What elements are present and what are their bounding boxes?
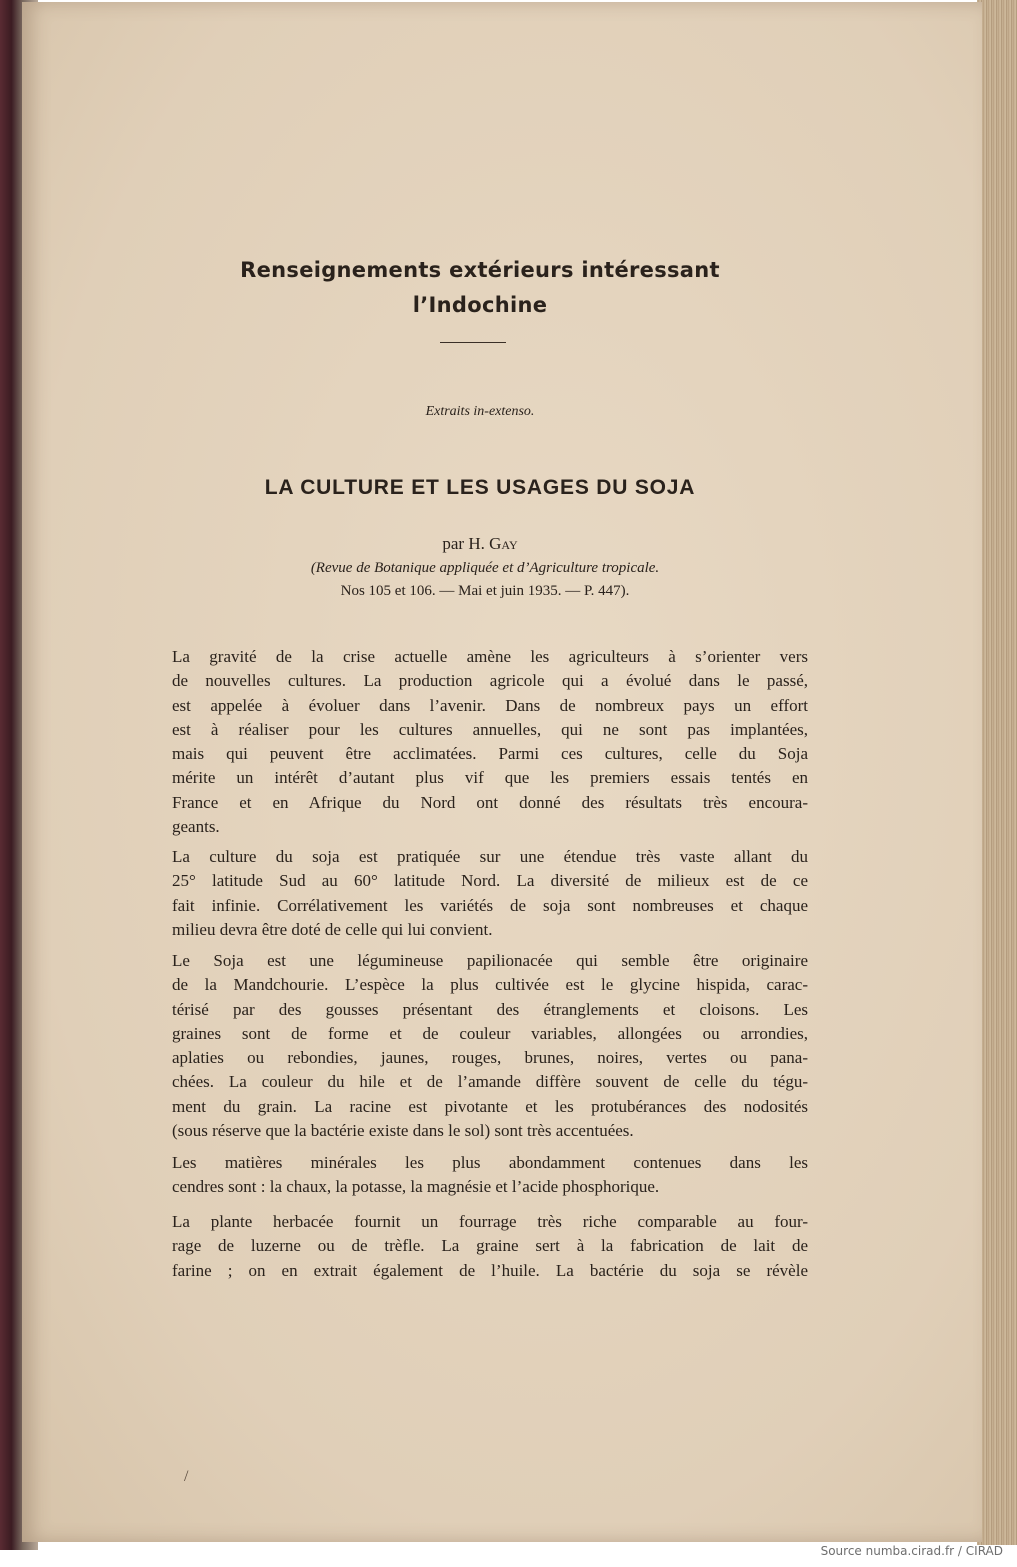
text-line: La culture du soja est pratiquée sur une étendue très vaste allant du: [172, 847, 808, 866]
text-line: (sous réserve que la bactérie existe dans le sol) sont très accentuées.: [172, 1121, 634, 1141]
text-line: farine ; on en extrait également de l’huile. La bactérie du soja se révèle: [172, 1260, 808, 1280]
text-line: France et en Afrique du Nord ont donné des résultats très encoura-: [172, 792, 808, 812]
text-line: rage de luzerne ou de trèfle. La graine sert à la fabrication de lait de: [172, 1236, 808, 1256]
paragraph-2: [172, 845, 808, 942]
text-line: cendres sont : la chaux, la potasse, la magnésie et l’acide phosphorique.: [172, 1177, 660, 1197]
paragraph-5: [172, 1210, 808, 1283]
text-line: est à réaliser pour les cultures annuelles, qui ne sont pas implantées,: [172, 719, 808, 739]
byline-author: Gay: [489, 534, 518, 553]
text-line: mais qui peuvent être acclimatées. Parmi ces cultures, celle du Soja: [172, 744, 808, 764]
text-line: Le Soja est une légumineuse papilionacée qui semble être originaire: [172, 951, 808, 970]
text-line: La gravité de la crise actuelle amène les agriculteurs à s’orienter vers: [172, 647, 808, 666]
text-line: est appelée à évoluer dans l’avenir. Dans de nombreux pays un effort: [172, 695, 808, 715]
text-line: geants.: [172, 817, 220, 837]
text-line: graines sont de forme et de couleur variables, allongées ou arrondies,: [172, 1023, 808, 1043]
text-line: ment du grain. La racine est pivotante et les protubérances des nodosités: [172, 1096, 808, 1116]
section-heading-line-2: l’Indochine: [412, 293, 548, 317]
heading-divider: [440, 342, 506, 343]
text-line: mérite un intérêt d’autant plus vif que les premiers essais tentés en: [172, 768, 808, 788]
text-line: de nouvelles cultures. La production agricole qui a évolué dans le passé,: [172, 671, 808, 691]
text-line: 25° latitude Sud au 60° latitude Nord. La diversité de milieux est de ce: [172, 871, 808, 891]
text-line: térisé par des gousses présentant des étranglements et cloisons. Les: [172, 999, 808, 1019]
article-title: LA CULTURE ET LES USAGES DU SOJA: [264, 476, 696, 499]
byline-prefix: par H.: [442, 534, 485, 553]
source-citation-line-2: Nos 105 et 106. — Mai et juin 1935. — P. 447).: [340, 583, 630, 599]
text-line: chées. La couleur du hile et de l’amande diffère souvent de celle du tégu-: [172, 1072, 808, 1092]
text-line: La plante herbacée fournit un fourrage très riche comparable au four-: [172, 1212, 808, 1231]
text-line: milieu devra être doté de celle qui lui convient.: [172, 919, 493, 939]
text-line: fait infinie. Corrélativement les variétés de soja sont nombreuses et chaque: [172, 895, 808, 915]
page-edges: [977, 0, 1017, 1545]
extraits-note: Extraits in-extenso.: [425, 404, 535, 419]
margin-mark: /: [184, 1468, 189, 1485]
byline: [330, 534, 630, 554]
paragraph-1: [172, 645, 808, 839]
paragraph-3: [172, 949, 808, 1143]
source-caption: Source numba.cirad.fr / CIRAD: [820, 1544, 1003, 1558]
text-line: aplaties ou rebondies, jaunes, rouges, brunes, noires, vertes ou pana-: [172, 1048, 808, 1068]
source-citation-line-1: (Revue de Botanique appliquée et d’Agriculture tropicale.: [310, 560, 660, 576]
paragraph-4: [172, 1151, 808, 1200]
section-heading-line-1: Renseignements extérieurs intéressant: [240, 258, 720, 282]
text-line: de la Mandchourie. L’espèce la plus cultivée est le glycine hispida, carac-: [172, 975, 808, 995]
text-line: Les matières minérales les plus abondamment contenues dans les: [172, 1153, 808, 1172]
